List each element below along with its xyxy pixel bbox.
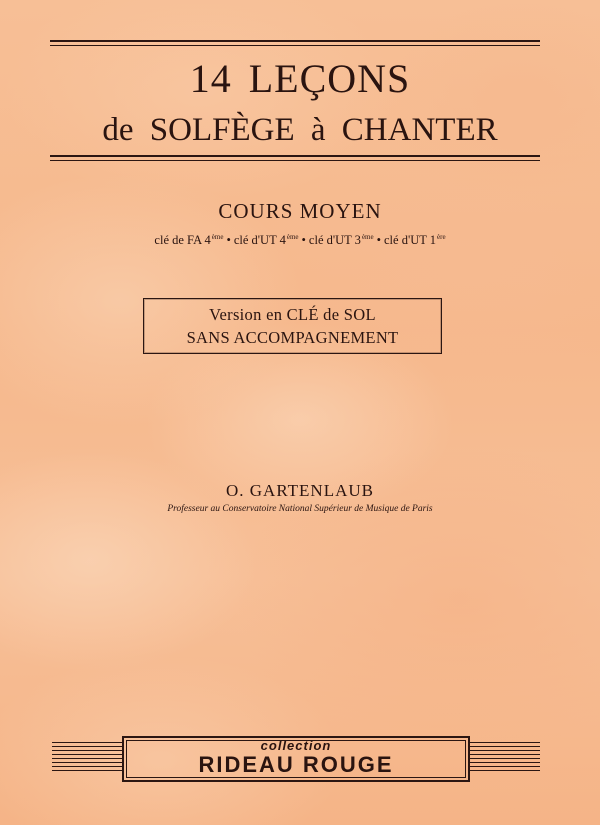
bullet-separator: • — [226, 233, 231, 247]
collection-banner — [122, 736, 470, 782]
clef-item: clé d'UT 4ème — [233, 233, 299, 247]
banner-left-lines — [52, 742, 122, 774]
bullet-separator: • — [376, 233, 381, 247]
page-title: 14 LEÇONS — [189, 56, 411, 101]
version-box — [143, 298, 442, 354]
clef-item: clé de FA 4ème — [154, 233, 224, 247]
clef-item: clé d'UT 3ème — [308, 233, 374, 247]
collection-label: collection — [260, 738, 332, 753]
accompaniment-line: SANS ACCOMPAGNEMENT — [186, 328, 399, 347]
banner-right-lines — [470, 742, 540, 774]
course-level: COURS MOYEN — [218, 199, 382, 223]
bottom-double-rule — [50, 155, 540, 161]
collection-name: RIDEAU ROUGE — [198, 752, 394, 777]
clef-item: clé d'UT 1ère — [384, 233, 446, 247]
author-name: O. GARTENLAUB — [226, 481, 374, 500]
version-line: Version en CLÉ de SOL — [209, 305, 376, 324]
author-title: Professeur au Conservatoire National Supérieur de Musique de Paris — [167, 504, 433, 514]
bullet-separator: • — [301, 233, 306, 247]
clef-list — [0, 228, 600, 249]
page-subtitle: de SOLFÈGE à CHANTER — [102, 112, 498, 148]
top-double-rule — [50, 40, 540, 46]
